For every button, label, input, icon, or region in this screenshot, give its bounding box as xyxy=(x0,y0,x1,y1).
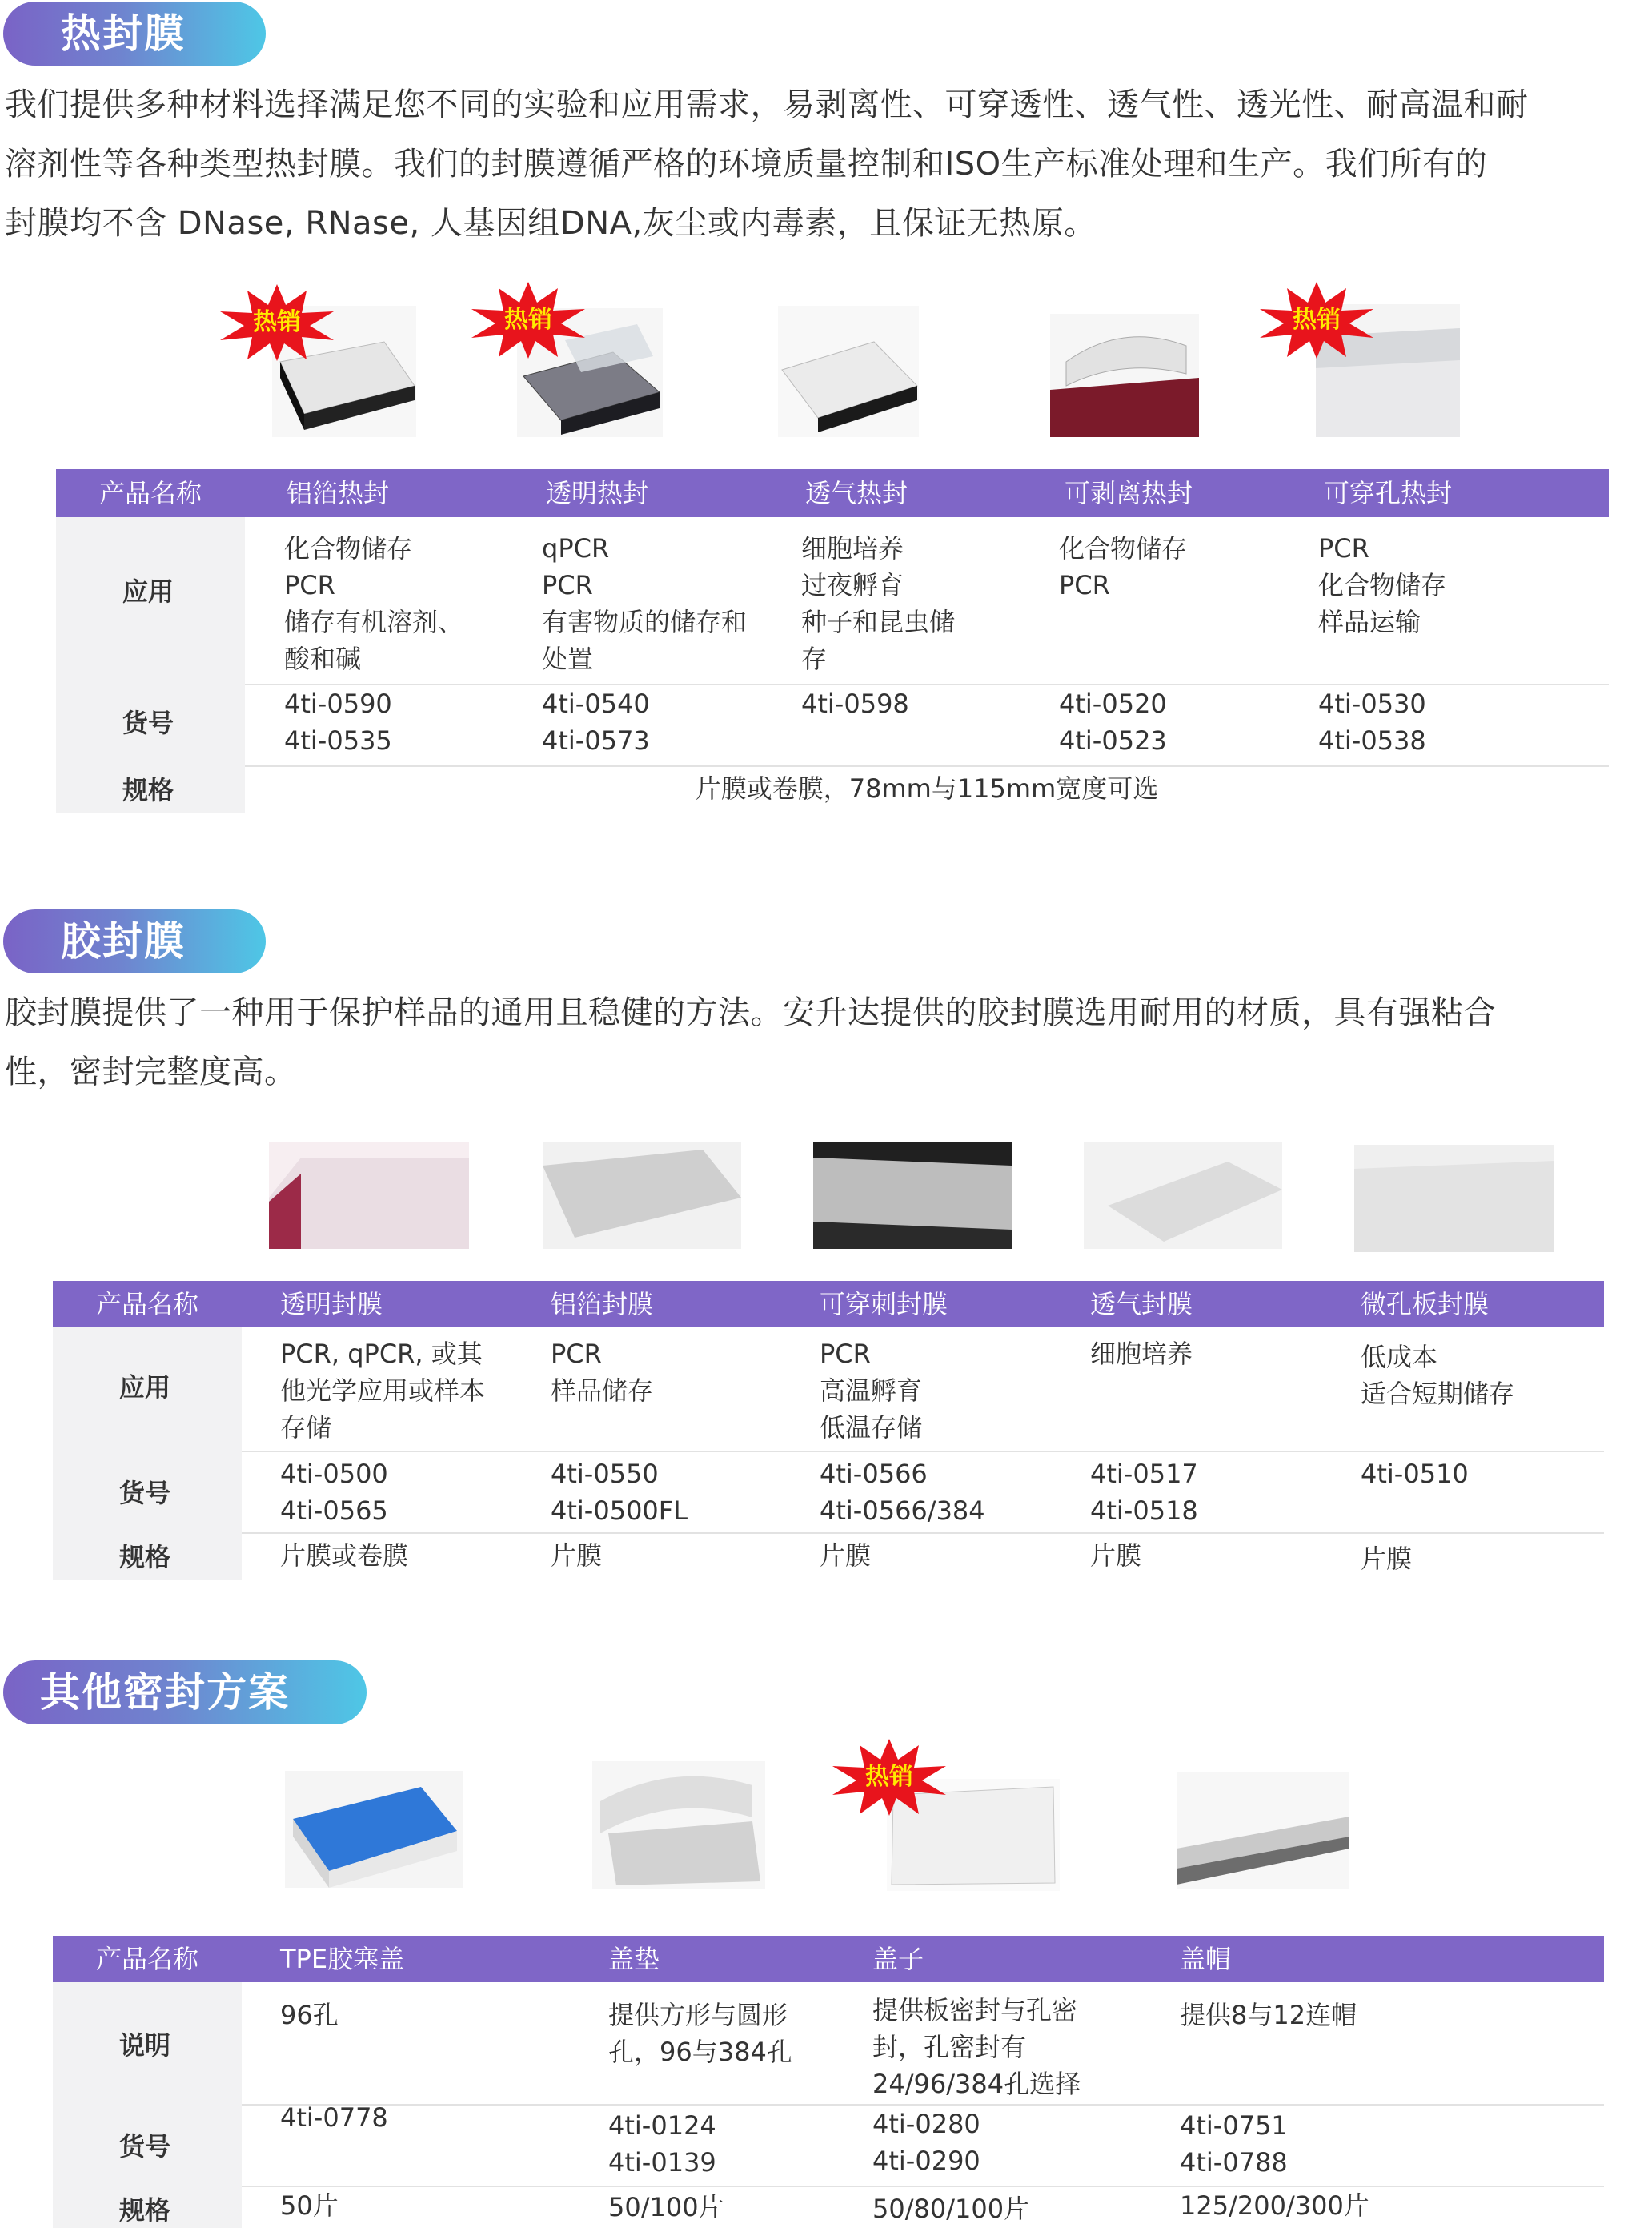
table-cell: 125/200/300片 xyxy=(1180,2190,1369,2221)
product-photo-clear-adhesive-seal xyxy=(269,1142,469,1249)
product-photo-cap-strip xyxy=(1177,1772,1349,1889)
intro-line: 性，密封完整度高。 xyxy=(5,1054,297,1090)
header-cell: 铝箔封膜 xyxy=(551,1289,654,1319)
product-photo-microplate-adhesive-seal xyxy=(1354,1145,1554,1252)
header-cell: 可穿刺封膜 xyxy=(820,1289,948,1319)
table-cell: PCR 化合物储存 样品运输 xyxy=(1318,533,1447,637)
table-cell: 片膜 xyxy=(1090,1540,1142,1571)
table-cell: 4ti-0124 4ti-0139 xyxy=(608,2110,716,2178)
row-label: 货号 xyxy=(122,708,174,738)
header-cell: 可剥离热封 xyxy=(1065,478,1193,508)
table-cell: 提供板密封与孔密 封，孔密封有 24/96/384孔选择 xyxy=(872,1995,1081,2099)
table-cell: 4ti-0280 4ti-0290 xyxy=(872,2109,980,2176)
header-cell: 盖帽 xyxy=(1180,1944,1232,1974)
header-cell: 铝箔热封 xyxy=(287,478,390,508)
table-cell: 片膜 xyxy=(551,1540,603,1571)
table-cell: 提供方形与圆形 孔，96与384孔 xyxy=(608,2000,792,2067)
table-cell: PCR 高温孵育 低温存储 xyxy=(820,1339,923,1443)
table-cell: 4ti-0550 4ti-0500FL xyxy=(551,1459,688,1526)
table-cell: 4ti-0500 4ti-0565 xyxy=(280,1459,388,1526)
table-cell: 片膜 xyxy=(820,1540,872,1571)
section-title-heat-seal: 热封膜 xyxy=(3,2,266,66)
table-cell: 提供8与12连帽 xyxy=(1180,2000,1357,2030)
intro-line: 胶封膜提供了一种用于保护样品的通用且稳健的方法。安升达提供的胶封膜选用耐用的材质，具有强粘合 xyxy=(5,994,1496,1031)
table-cell: 细胞培养 过夜孵育 种子和昆虫储 存 xyxy=(801,533,956,674)
table-cell: 片膜或卷膜 xyxy=(280,1540,409,1571)
header-cell: 盖垫 xyxy=(608,1944,660,1974)
table-cell: 4ti-0590 4ti-0535 xyxy=(284,688,392,756)
table-cell: PCR 样品储存 xyxy=(551,1339,654,1406)
table-cell: 4ti-0510 xyxy=(1361,1459,1469,1489)
table-cell: 4ti-0520 4ti-0523 xyxy=(1059,688,1167,756)
product-photo-cap-mat xyxy=(592,1761,765,1889)
other-sealing-table xyxy=(53,1936,1604,2228)
product-photo-tpe-stopper-cap xyxy=(285,1771,463,1888)
table-cell: 4ti-0566 4ti-0566/384 xyxy=(820,1459,985,1526)
product-photo-breathable-adhesive-seal xyxy=(1084,1142,1282,1249)
table-cell: 4ti-0598 xyxy=(801,688,909,719)
table-cell: 50/100片 xyxy=(608,2192,724,2222)
header-cell: 透气热封 xyxy=(805,478,908,508)
hot-sale-badge: 热销 xyxy=(217,283,337,363)
product-photo-peelable-heat-seal xyxy=(1050,314,1199,437)
header-cell: 盖子 xyxy=(872,1944,924,1974)
header-cell: 透明热封 xyxy=(546,478,649,508)
table-cell: 4ti-0530 4ti-0538 xyxy=(1318,688,1426,756)
row-label: 货号 xyxy=(118,1478,170,1508)
table-cell: 低成本 适合短期储存 xyxy=(1361,1342,1515,1409)
intro-line: 溶剂性等各种类型热封膜。我们的封膜遵循严格的环境质量控制和ISO生产标准处理和生产。我们所有的 xyxy=(5,146,1488,183)
intro-line: 封膜均不含 DNase, RNase, 人基因组DNA,灰尘或内毒素，且保证无热原。 xyxy=(5,205,1097,242)
heat-seal-table xyxy=(56,469,1609,813)
section-title-adhesive-seal: 胶封膜 xyxy=(3,909,266,973)
header-cell: TPE胶塞盖 xyxy=(280,1944,405,1974)
row-label: 应用 xyxy=(118,1372,170,1403)
table-cell-spec: 片膜或卷膜，78mm与115mm宽度可选 xyxy=(695,773,1159,804)
product-photo-pierceable-adhesive-seal xyxy=(813,1142,1012,1249)
table-cell: qPCR PCR 有害物质的储存和 处置 xyxy=(542,533,748,674)
row-label: 规格 xyxy=(118,1542,170,1572)
table-cell: 化合物储存 PCR 储存有机溶剂、 酸和碱 xyxy=(284,533,464,674)
section1-intro xyxy=(5,75,1646,253)
header-cell: 产品名称 xyxy=(99,478,202,508)
section-title-other-sealing: 其他密封方案 xyxy=(3,1660,367,1724)
table-header xyxy=(53,1281,1604,1327)
row-separator xyxy=(242,1451,1604,1452)
row-label: 规格 xyxy=(122,775,174,805)
hot-sale-badge: 热销 xyxy=(1257,280,1377,360)
table-header xyxy=(53,1936,1604,1982)
row-separator xyxy=(242,2186,1604,2187)
table-cell: 细胞培养 xyxy=(1090,1339,1193,1369)
header-cell: 可穿孔热封 xyxy=(1324,478,1453,508)
row-label: 规格 xyxy=(118,2195,170,2226)
row-label: 货号 xyxy=(118,2131,170,2162)
header-cell: 微孔板封膜 xyxy=(1361,1289,1490,1319)
header-cell: 产品名称 xyxy=(96,1289,199,1319)
row-label: 应用 xyxy=(122,576,174,607)
row-label: 说明 xyxy=(118,2030,170,2061)
adhesive-seal-table xyxy=(53,1281,1604,1580)
table-cell: 片膜 xyxy=(1361,1544,1413,1574)
table-cell: 4ti-0540 4ti-0573 xyxy=(542,688,650,756)
header-cell: 透气封膜 xyxy=(1090,1289,1193,1319)
table-cell: PCR, qPCR, 或其 他光学应用或样本 存储 xyxy=(280,1339,486,1443)
table-cell: 4ti-0751 4ti-0788 xyxy=(1180,2110,1288,2178)
hot-sale-badge: 热销 xyxy=(468,280,588,360)
table-header xyxy=(56,469,1609,517)
intro-line: 我们提供多种材料选择满足您不同的实验和应用需求，易剥离性、可穿透性、透气性、透光性、耐高温和耐 xyxy=(5,86,1529,123)
row-separator xyxy=(245,765,1609,767)
product-photo-foil-adhesive-seal xyxy=(543,1142,741,1249)
table-cell: 96孔 xyxy=(280,2000,339,2030)
table-cell: 50片 xyxy=(280,2190,339,2221)
header-cell: 透明封膜 xyxy=(280,1289,383,1319)
header-cell: 产品名称 xyxy=(96,1944,199,1974)
table-cell: 化合物储存 PCR xyxy=(1059,533,1188,600)
hot-sale-badge: 热销 xyxy=(829,1737,949,1817)
table-cell: 50/80/100片 xyxy=(872,2194,1030,2224)
table-cell: 4ti-0778 xyxy=(280,2102,388,2133)
table-cell: 4ti-0517 4ti-0518 xyxy=(1090,1459,1198,1526)
row-separator xyxy=(242,1532,1604,1534)
section2-intro xyxy=(5,983,1646,1102)
product-photo-breathable-heat-seal xyxy=(778,306,919,437)
